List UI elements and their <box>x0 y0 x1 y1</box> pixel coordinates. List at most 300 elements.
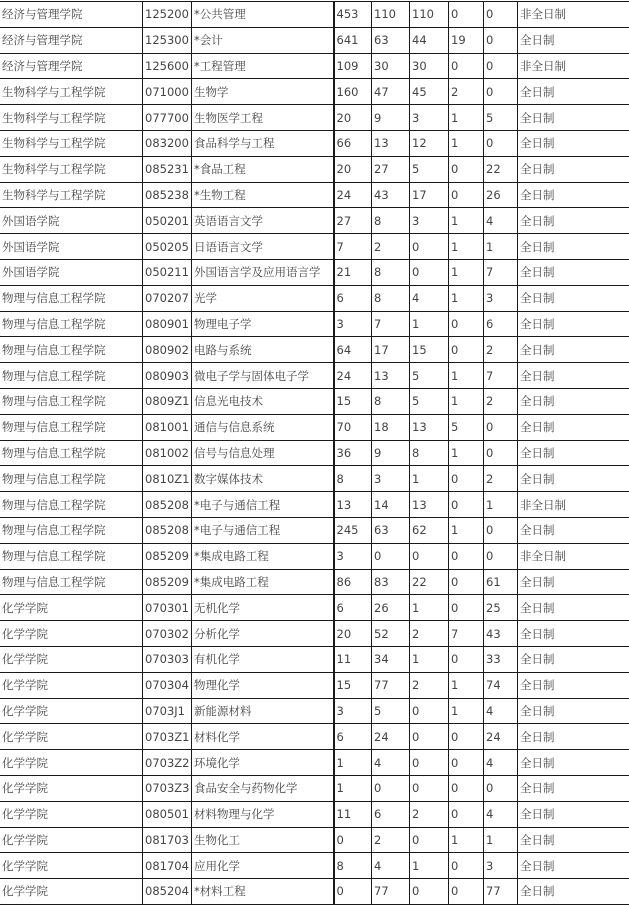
study-mode-cell: 全日制 <box>518 827 629 853</box>
count-c-cell: 5 <box>410 363 449 389</box>
college-cell: 生物科学与工程学院 <box>0 79 143 105</box>
count-a-cell: 7 <box>334 234 372 260</box>
count-a-cell: 160 <box>334 79 372 105</box>
major-name-cell: 食品安全与药物化学 <box>192 775 334 801</box>
count-c-cell: 4 <box>410 285 449 311</box>
college-cell: 化学学院 <box>0 750 143 776</box>
count-d-cell: 1 <box>449 440 484 466</box>
count-e-cell: 0 <box>484 79 518 105</box>
count-c-cell: 0 <box>410 750 449 776</box>
count-c-cell: 0 <box>410 698 449 724</box>
college-cell: 物理与信息工程学院 <box>0 517 143 543</box>
count-a-cell: 15 <box>334 672 372 698</box>
table-row <box>0 27 629 53</box>
study-mode-cell: 全日制 <box>518 208 629 234</box>
count-d-cell: 0 <box>449 646 484 672</box>
count-b-cell: 26 <box>372 595 410 621</box>
count-d-cell: 1 <box>449 130 484 156</box>
table-row <box>0 234 629 260</box>
major-code-cell: 070303 <box>143 646 192 672</box>
college-cell: 物理与信息工程学院 <box>0 414 143 440</box>
college-cell: 物理与信息工程学院 <box>0 337 143 363</box>
table-row <box>0 466 629 492</box>
table-row <box>0 543 629 569</box>
major-code-cell: 083200 <box>143 130 192 156</box>
study-mode-cell: 全日制 <box>518 646 629 672</box>
count-e-cell: 43 <box>484 621 518 647</box>
count-e-cell: 7 <box>484 259 518 285</box>
major-name-cell: 生物化工 <box>192 827 334 853</box>
major-name-cell: *公共管理 <box>192 2 334 28</box>
count-e-cell: 77 <box>484 879 518 905</box>
table-row <box>0 621 629 647</box>
count-b-cell: 7 <box>372 311 410 337</box>
table-row <box>0 724 629 750</box>
college-cell: 外国语学院 <box>0 234 143 260</box>
major-code-cell: 081703 <box>143 827 192 853</box>
study-mode-cell: 全日制 <box>518 440 629 466</box>
count-c-cell: 22 <box>410 569 449 595</box>
count-d-cell: 0 <box>449 492 484 518</box>
table-row <box>0 569 629 595</box>
count-c-cell: 3 <box>410 208 449 234</box>
count-c-cell: 0 <box>410 775 449 801</box>
count-d-cell: 1 <box>449 234 484 260</box>
college-cell: 化学学院 <box>0 595 143 621</box>
major-name-cell: 信号与信息处理 <box>192 440 334 466</box>
count-c-cell: 8 <box>410 440 449 466</box>
study-mode-cell: 非全日制 <box>518 492 629 518</box>
major-code-cell: 0703J1 <box>143 698 192 724</box>
study-mode-cell: 全日制 <box>518 750 629 776</box>
major-code-cell: 0703Z1 <box>143 724 192 750</box>
college-cell: 物理与信息工程学院 <box>0 569 143 595</box>
major-code-cell: 050211 <box>143 259 192 285</box>
college-cell: 生物科学与工程学院 <box>0 182 143 208</box>
count-d-cell: 0 <box>449 853 484 879</box>
major-name-cell: 生物学 <box>192 79 334 105</box>
college-cell: 物理与信息工程学院 <box>0 492 143 518</box>
study-mode-cell: 全日制 <box>518 105 629 131</box>
table-row <box>0 182 629 208</box>
major-code-cell: 070301 <box>143 595 192 621</box>
major-code-cell: 070302 <box>143 621 192 647</box>
count-b-cell: 77 <box>372 879 410 905</box>
count-b-cell: 63 <box>372 517 410 543</box>
count-b-cell: 9 <box>372 105 410 131</box>
count-a-cell: 0 <box>334 827 372 853</box>
count-a-cell: 70 <box>334 414 372 440</box>
major-code-cell: 080903 <box>143 363 192 389</box>
study-mode-cell: 全日制 <box>518 234 629 260</box>
study-mode-cell: 非全日制 <box>518 543 629 569</box>
major-code-cell: 0810Z1 <box>143 466 192 492</box>
college-cell: 化学学院 <box>0 879 143 905</box>
count-b-cell: 8 <box>372 259 410 285</box>
count-b-cell: 5 <box>372 698 410 724</box>
count-e-cell: 4 <box>484 801 518 827</box>
count-e-cell: 26 <box>484 182 518 208</box>
count-e-cell: 1 <box>484 492 518 518</box>
count-a-cell: 3 <box>334 311 372 337</box>
count-e-cell: 6 <box>484 311 518 337</box>
study-mode-cell: 全日制 <box>518 621 629 647</box>
study-mode-cell: 全日制 <box>518 775 629 801</box>
college-cell: 化学学院 <box>0 827 143 853</box>
college-cell: 生物科学与工程学院 <box>0 130 143 156</box>
count-d-cell: 1 <box>449 105 484 131</box>
major-code-cell: 081001 <box>143 414 192 440</box>
count-b-cell: 2 <box>372 234 410 260</box>
count-d-cell: 5 <box>449 414 484 440</box>
major-code-cell: 050205 <box>143 234 192 260</box>
count-c-cell: 3 <box>410 105 449 131</box>
college-cell: 化学学院 <box>0 698 143 724</box>
college-cell: 物理与信息工程学院 <box>0 388 143 414</box>
study-mode-cell: 全日制 <box>518 595 629 621</box>
count-c-cell: 1 <box>410 595 449 621</box>
table-row <box>0 388 629 414</box>
table-row <box>0 801 629 827</box>
count-b-cell: 110 <box>372 2 410 28</box>
table-row <box>0 285 629 311</box>
count-e-cell: 0 <box>484 414 518 440</box>
count-b-cell: 52 <box>372 621 410 647</box>
count-d-cell: 0 <box>449 569 484 595</box>
count-d-cell: 1 <box>449 827 484 853</box>
major-name-cell: *集成电路工程 <box>192 543 334 569</box>
count-e-cell: 7 <box>484 363 518 389</box>
count-e-cell: 2 <box>484 466 518 492</box>
count-d-cell: 1 <box>449 208 484 234</box>
count-b-cell: 47 <box>372 79 410 105</box>
table-row <box>0 853 629 879</box>
table-row <box>0 337 629 363</box>
college-cell: 化学学院 <box>0 672 143 698</box>
major-name-cell: 分析化学 <box>192 621 334 647</box>
count-c-cell: 1 <box>410 853 449 879</box>
college-cell: 化学学院 <box>0 621 143 647</box>
major-name-cell: *生物工程 <box>192 182 334 208</box>
table-row <box>0 698 629 724</box>
count-c-cell: 1 <box>410 646 449 672</box>
college-cell: 经济与管理学院 <box>0 53 143 79</box>
count-c-cell: 15 <box>410 337 449 363</box>
count-d-cell: 0 <box>449 311 484 337</box>
major-code-cell: 070207 <box>143 285 192 311</box>
count-c-cell: 44 <box>410 27 449 53</box>
major-code-cell: 125200 <box>143 2 192 28</box>
major-code-cell: 085209 <box>143 543 192 569</box>
count-e-cell: 1 <box>484 234 518 260</box>
count-d-cell: 1 <box>449 698 484 724</box>
count-c-cell: 110 <box>410 2 449 28</box>
study-mode-cell: 全日制 <box>518 311 629 337</box>
count-b-cell: 14 <box>372 492 410 518</box>
count-c-cell: 1 <box>410 311 449 337</box>
count-c-cell: 12 <box>410 130 449 156</box>
study-mode-cell: 全日制 <box>518 517 629 543</box>
college-cell: 化学学院 <box>0 724 143 750</box>
study-mode-cell: 非全日制 <box>518 2 629 28</box>
table-row <box>0 879 629 905</box>
table-body <box>0 2 629 905</box>
college-cell: 物理与信息工程学院 <box>0 285 143 311</box>
major-name-cell: 英语语言文学 <box>192 208 334 234</box>
count-d-cell: 0 <box>449 801 484 827</box>
major-code-cell: 085208 <box>143 492 192 518</box>
count-e-cell: 2 <box>484 388 518 414</box>
table-row <box>0 259 629 285</box>
major-code-cell: 071000 <box>143 79 192 105</box>
count-c-cell: 5 <box>410 388 449 414</box>
college-cell: 生物科学与工程学院 <box>0 105 143 131</box>
count-a-cell: 6 <box>334 285 372 311</box>
count-a-cell: 64 <box>334 337 372 363</box>
table-row <box>0 492 629 518</box>
study-mode-cell: 全日制 <box>518 363 629 389</box>
count-d-cell: 0 <box>449 750 484 776</box>
count-e-cell: 3 <box>484 853 518 879</box>
count-b-cell: 17 <box>372 337 410 363</box>
major-name-cell: 物理化学 <box>192 672 334 698</box>
count-e-cell: 0 <box>484 2 518 28</box>
college-cell: 经济与管理学院 <box>0 2 143 28</box>
count-a-cell: 6 <box>334 595 372 621</box>
count-b-cell: 24 <box>372 724 410 750</box>
count-a-cell: 36 <box>334 440 372 466</box>
count-a-cell: 245 <box>334 517 372 543</box>
table-row <box>0 414 629 440</box>
count-e-cell: 61 <box>484 569 518 595</box>
major-name-cell: *集成电路工程 <box>192 569 334 595</box>
count-b-cell: 3 <box>372 466 410 492</box>
major-name-cell: 应用化学 <box>192 853 334 879</box>
count-e-cell: 0 <box>484 775 518 801</box>
college-cell: 物理与信息工程学院 <box>0 440 143 466</box>
major-code-cell: 0809Z1 <box>143 388 192 414</box>
major-name-cell: 物理电子学 <box>192 311 334 337</box>
count-b-cell: 30 <box>372 53 410 79</box>
count-d-cell: 0 <box>449 337 484 363</box>
count-e-cell: 0 <box>484 27 518 53</box>
college-cell: 经济与管理学院 <box>0 27 143 53</box>
table-row <box>0 2 629 28</box>
table-row <box>0 827 629 853</box>
count-c-cell: 0 <box>410 234 449 260</box>
major-name-cell: 微电子学与固体电子学 <box>192 363 334 389</box>
college-cell: 生物科学与工程学院 <box>0 156 143 182</box>
count-c-cell: 0 <box>410 827 449 853</box>
major-name-cell: 无机化学 <box>192 595 334 621</box>
count-b-cell: 13 <box>372 130 410 156</box>
count-c-cell: 30 <box>410 53 449 79</box>
count-a-cell: 11 <box>334 801 372 827</box>
count-c-cell: 0 <box>410 543 449 569</box>
count-e-cell: 4 <box>484 698 518 724</box>
major-name-cell: 材料化学 <box>192 724 334 750</box>
count-a-cell: 66 <box>334 130 372 156</box>
major-name-cell: *电子与通信工程 <box>192 492 334 518</box>
count-e-cell: 5 <box>484 105 518 131</box>
table-row <box>0 517 629 543</box>
count-c-cell: 0 <box>410 879 449 905</box>
count-c-cell: 0 <box>410 724 449 750</box>
count-d-cell: 0 <box>449 543 484 569</box>
major-code-cell: 080901 <box>143 311 192 337</box>
major-code-cell: 0703Z2 <box>143 750 192 776</box>
table-row <box>0 156 629 182</box>
study-mode-cell: 全日制 <box>518 156 629 182</box>
count-b-cell: 0 <box>372 543 410 569</box>
study-mode-cell: 全日制 <box>518 79 629 105</box>
study-mode-cell: 非全日制 <box>518 53 629 79</box>
count-a-cell: 13 <box>334 492 372 518</box>
major-name-cell: 环境化学 <box>192 750 334 776</box>
table-row <box>0 208 629 234</box>
major-code-cell: 085209 <box>143 569 192 595</box>
count-e-cell: 0 <box>484 543 518 569</box>
college-cell: 物理与信息工程学院 <box>0 311 143 337</box>
study-mode-cell: 全日制 <box>518 801 629 827</box>
major-name-cell: 材料物理与化学 <box>192 801 334 827</box>
count-c-cell: 13 <box>410 492 449 518</box>
count-d-cell: 1 <box>449 672 484 698</box>
major-name-cell: *工程管理 <box>192 53 334 79</box>
count-b-cell: 83 <box>372 569 410 595</box>
count-c-cell: 2 <box>410 801 449 827</box>
study-mode-cell: 全日制 <box>518 569 629 595</box>
count-e-cell: 25 <box>484 595 518 621</box>
major-code-cell: 080902 <box>143 337 192 363</box>
major-name-cell: 生物医学工程 <box>192 105 334 131</box>
count-d-cell: 1 <box>449 259 484 285</box>
count-d-cell: 19 <box>449 27 484 53</box>
count-e-cell: 4 <box>484 750 518 776</box>
count-c-cell: 1 <box>410 466 449 492</box>
college-cell: 外国语学院 <box>0 208 143 234</box>
major-code-cell: 0703Z3 <box>143 775 192 801</box>
count-d-cell: 0 <box>449 879 484 905</box>
count-b-cell: 77 <box>372 672 410 698</box>
count-e-cell: 33 <box>484 646 518 672</box>
college-cell: 物理与信息工程学院 <box>0 466 143 492</box>
major-code-cell: 085238 <box>143 182 192 208</box>
major-name-cell: 电路与系统 <box>192 337 334 363</box>
count-a-cell: 109 <box>334 53 372 79</box>
count-c-cell: 13 <box>410 414 449 440</box>
count-a-cell: 11 <box>334 646 372 672</box>
college-cell: 化学学院 <box>0 646 143 672</box>
major-code-cell: 080501 <box>143 801 192 827</box>
count-d-cell: 0 <box>449 53 484 79</box>
count-c-cell: 45 <box>410 79 449 105</box>
count-e-cell: 0 <box>484 53 518 79</box>
count-d-cell: 0 <box>449 182 484 208</box>
table-row <box>0 53 629 79</box>
major-name-cell: *会计 <box>192 27 334 53</box>
college-cell: 化学学院 <box>0 853 143 879</box>
count-b-cell: 18 <box>372 414 410 440</box>
count-a-cell: 0 <box>334 879 372 905</box>
count-c-cell: 2 <box>410 621 449 647</box>
count-d-cell: 1 <box>449 363 484 389</box>
major-code-cell: 077700 <box>143 105 192 131</box>
major-name-cell: 新能源材料 <box>192 698 334 724</box>
study-mode-cell: 全日制 <box>518 388 629 414</box>
count-d-cell: 1 <box>449 285 484 311</box>
table-row <box>0 130 629 156</box>
table-row <box>0 646 629 672</box>
count-e-cell: 0 <box>484 130 518 156</box>
table-row <box>0 363 629 389</box>
count-b-cell: 0 <box>372 775 410 801</box>
major-code-cell: 085208 <box>143 517 192 543</box>
major-name-cell: 日语语言文学 <box>192 234 334 260</box>
table-row <box>0 311 629 337</box>
major-name-cell: 信息光电技术 <box>192 388 334 414</box>
count-b-cell: 43 <box>372 182 410 208</box>
count-a-cell: 21 <box>334 259 372 285</box>
college-cell: 物理与信息工程学院 <box>0 543 143 569</box>
count-d-cell: 0 <box>449 595 484 621</box>
table-row <box>0 595 629 621</box>
count-a-cell: 1 <box>334 775 372 801</box>
study-mode-cell: 全日制 <box>518 182 629 208</box>
count-d-cell: 1 <box>449 517 484 543</box>
count-b-cell: 4 <box>372 853 410 879</box>
count-e-cell: 2 <box>484 337 518 363</box>
count-b-cell: 63 <box>372 27 410 53</box>
major-code-cell: 085231 <box>143 156 192 182</box>
count-b-cell: 8 <box>372 285 410 311</box>
count-d-cell: 0 <box>449 466 484 492</box>
study-mode-cell: 全日制 <box>518 285 629 311</box>
college-cell: 外国语学院 <box>0 259 143 285</box>
study-mode-cell: 全日制 <box>518 337 629 363</box>
college-cell: 化学学院 <box>0 801 143 827</box>
count-a-cell: 1 <box>334 750 372 776</box>
count-a-cell: 3 <box>334 698 372 724</box>
study-mode-cell: 全日制 <box>518 879 629 905</box>
major-name-cell: 通信与信息系统 <box>192 414 334 440</box>
study-mode-cell: 全日制 <box>518 672 629 698</box>
count-a-cell: 24 <box>334 363 372 389</box>
count-e-cell: 24 <box>484 724 518 750</box>
count-a-cell: 20 <box>334 105 372 131</box>
count-a-cell: 8 <box>334 466 372 492</box>
count-a-cell: 3 <box>334 543 372 569</box>
count-d-cell: 0 <box>449 724 484 750</box>
count-a-cell: 20 <box>334 156 372 182</box>
major-name-cell: 外国语言学及应用语言学 <box>192 259 334 285</box>
count-a-cell: 6 <box>334 724 372 750</box>
study-mode-cell: 全日制 <box>518 259 629 285</box>
study-mode-cell: 全日制 <box>518 853 629 879</box>
count-a-cell: 86 <box>334 569 372 595</box>
count-c-cell: 62 <box>410 517 449 543</box>
count-e-cell: 4 <box>484 208 518 234</box>
table-row <box>0 440 629 466</box>
major-code-cell: 085204 <box>143 879 192 905</box>
count-b-cell: 2 <box>372 827 410 853</box>
count-a-cell: 453 <box>334 2 372 28</box>
count-e-cell: 22 <box>484 156 518 182</box>
major-name-cell: 有机化学 <box>192 646 334 672</box>
major-name-cell: 光学 <box>192 285 334 311</box>
major-name-cell: 食品科学与工程 <box>192 130 334 156</box>
count-e-cell: 74 <box>484 672 518 698</box>
